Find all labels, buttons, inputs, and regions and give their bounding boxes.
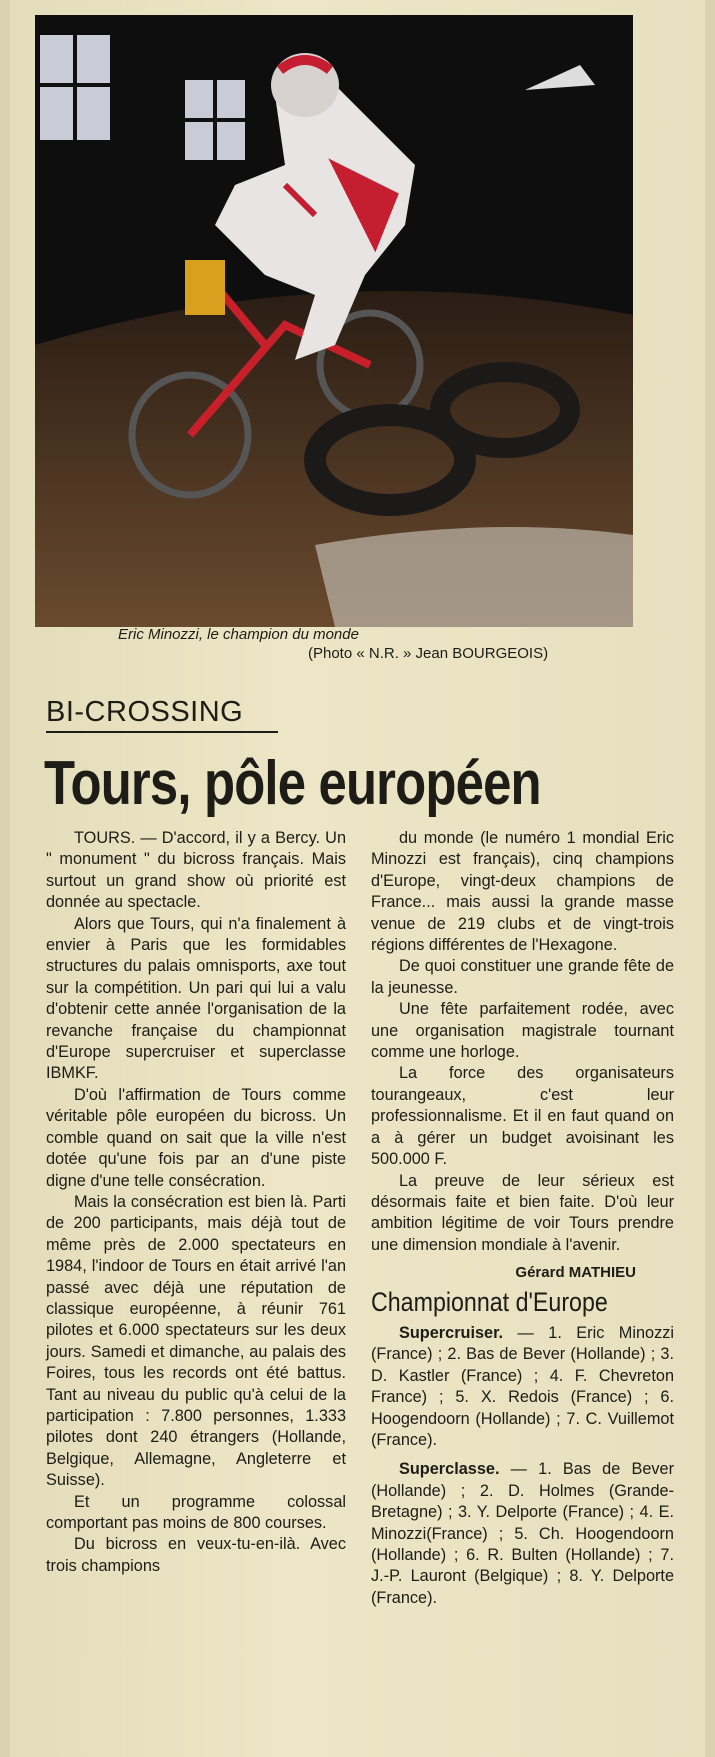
paragraph: Du bicross en veux-tu-en-ilà. Avec trois champions: [46, 1535, 346, 1575]
photo-credit: (Photo « N.R. » Jean BOURGEOIS): [308, 645, 549, 662]
results-supercruiser: [371, 1323, 674, 1451]
section-rubric: BI-CROSSING: [46, 696, 278, 733]
paragraph: Alors que Tours, qui n'a finalement à envier à Paris que les formidables structures du palais omnisports, axe tout sur la compétition. Un pari qui lui a valu d'obtenir cette année l'organisation de la revanche française du championnat d'Europe supercruiser et superclasse IBMKF.: [46, 914, 346, 1083]
paragraph: du monde (le numéro 1 mondial Eric Minozzi est français), cinq champions d'Europe, vingt-deux champions de France... mais aussi la grande masse venue de 219 clubs et de vingt-trois régions différentes de l'Hexagone.: [371, 829, 674, 955]
author-signature: Gérard MATHIEU: [515, 1264, 636, 1282]
category-label: Supercruiser.: [399, 1323, 504, 1342]
category-results: — 1. Eric Minozzi (France) ; 2. Bas de Bever (Hollande) ; 3. D. Kastler (France) ; 4. F. Chevreton France) ; 5. X. Redois (France) ; 6. Hoogendoorn (Hollande) ; 7. C. Vuillemot (France).: [371, 1323, 674, 1449]
article-photo: [35, 15, 633, 627]
paragraph: Mais la consécration est bien là. Parti de 200 participants, mais déjà tout de même près de 2.000 spectateurs en 1984, l'indoor de Tours en était arrivé l'an passé avec déjà une réputation de classique européenne, à réunir 761 pilotes et 6.000 spectateurs sur les deux jours. Samedi et dimanche, au palais des Foires, tous les records ont été battus. Tant au niveau du public qu'à celui de la participation : 7.800 personnes, 1.333 pilotes dont 240 étrangers (Hollande, Belgique, Allemagne, Angleterre et Suisse).: [46, 1192, 346, 1490]
paragraph: La force des organisateurs tourangeaux, c'est leur professionnalisme. Et il en faut quand on a à gérer un budget avoisinant les 500.000 F.: [371, 1064, 674, 1169]
paragraph: Une fête parfaitement rodée, avec une organisation magistrale tournant comme une horloge.: [371, 1000, 674, 1062]
results-list: [371, 1323, 674, 1609]
results-title: Championnat d'Europe: [371, 1286, 608, 1317]
paragraph: TOURS. — D'accord, il y a Bercy. Un " monument " du bicross français. Mais surtout un grand show où priorité est donnée au spectacle.: [46, 829, 346, 912]
category-results: — 1. Bas de Bever (Hollande) ; 2. D. Holmes (Grande-Bretagne) ; 3. Y. Delporte (France) ; 4. E. Minozzi(France) ; 5. Ch. Hoogendoorn (Hollande) ; 6. R. Bulten (Hollande) ; 7. J.-P. Lauront (Belgique) ; 8. Y. Delporte (France).: [371, 1460, 674, 1607]
article-column-left: [46, 828, 346, 1577]
paragraph: De quoi constituer une grande fête de la jeunesse.: [371, 957, 674, 997]
article-headline: Tours, pôle européen: [44, 749, 541, 818]
category-label: Superclasse.: [399, 1460, 500, 1479]
photo-caption: Eric Minozzi, le champion du monde: [118, 626, 359, 643]
article-column-right: [371, 828, 674, 1617]
bmx-rider-photo: [35, 15, 633, 627]
paragraph: D'où l'affirmation de Tours comme véritable pôle européen du bicross. Un comble quand on sait que la ville n'est dotée qu'une fois par an d'une piste digne d'une telle consécration.: [46, 1085, 346, 1190]
paragraph: La preuve de leur sérieux est désormais faite et bien faite. D'où leur ambition légitime de voir Tours prendre une dimension mondiale à l'avenir.: [371, 1171, 674, 1254]
paragraph: Et un programme colossal comportant pas moins de 800 courses.: [46, 1492, 346, 1532]
results-superclasse: [371, 1459, 674, 1609]
